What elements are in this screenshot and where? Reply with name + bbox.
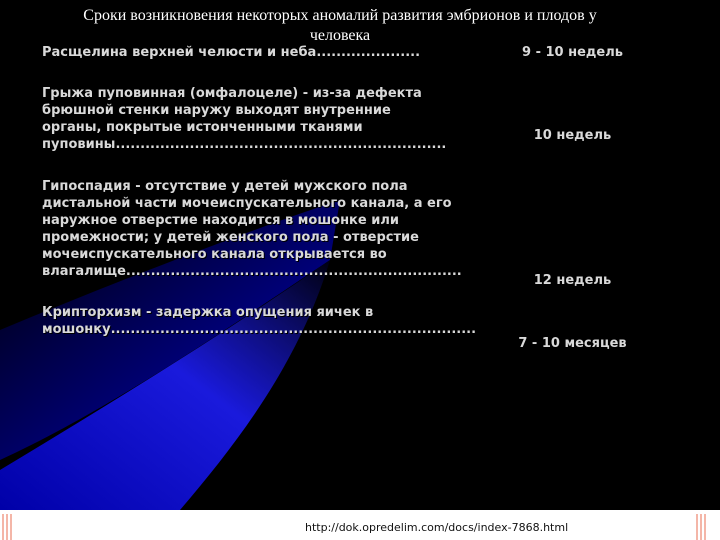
anomaly-time-cryptorchidism: 7 - 10 месяцев [518, 336, 627, 351]
slide-title: Сроки возникновения некоторых аномалий развития эмбрионов и плодов у человека [83, 7, 597, 44]
right-decorative-stripe [696, 514, 706, 540]
anomaly-time-hypospadias: 12 недель [533, 273, 612, 288]
anomaly-text-hypospadias: Гипоспадия - отсутствие у детей мужского пола дистальной части мочеиспускательного канала, а его наружное отверстие находится в мошонке или промежности; у детей женского пола - отверстие мочеиспускательного канала открывается во влагалище.................................................................... [42, 179, 462, 279]
left-decorative-stripe [2, 514, 12, 540]
anomaly-text-cleft-palate: Расщелина верхней челюсти и неба..................... [42, 45, 421, 60]
source-url[interactable]: http://dok.opredelim.com/docs/index-7868.html [305, 521, 569, 534]
anomaly-time-cleft-palate: 9 - 10 недель [522, 45, 623, 60]
anomaly-text-omphalocele: Грыжа пуповинная (омфалоцеле) - из-за дефекта брюшной стенки наружу выходят внутренние органы, покрытые истонченными тканями пуповины................................................................... [42, 86, 447, 152]
anomaly-time-omphalocele: 10 недель [533, 128, 612, 143]
anomaly-text-cryptorchidism: Крипторхизм - задержка опущения яичек в мошонку.......................................................................... [42, 305, 477, 337]
